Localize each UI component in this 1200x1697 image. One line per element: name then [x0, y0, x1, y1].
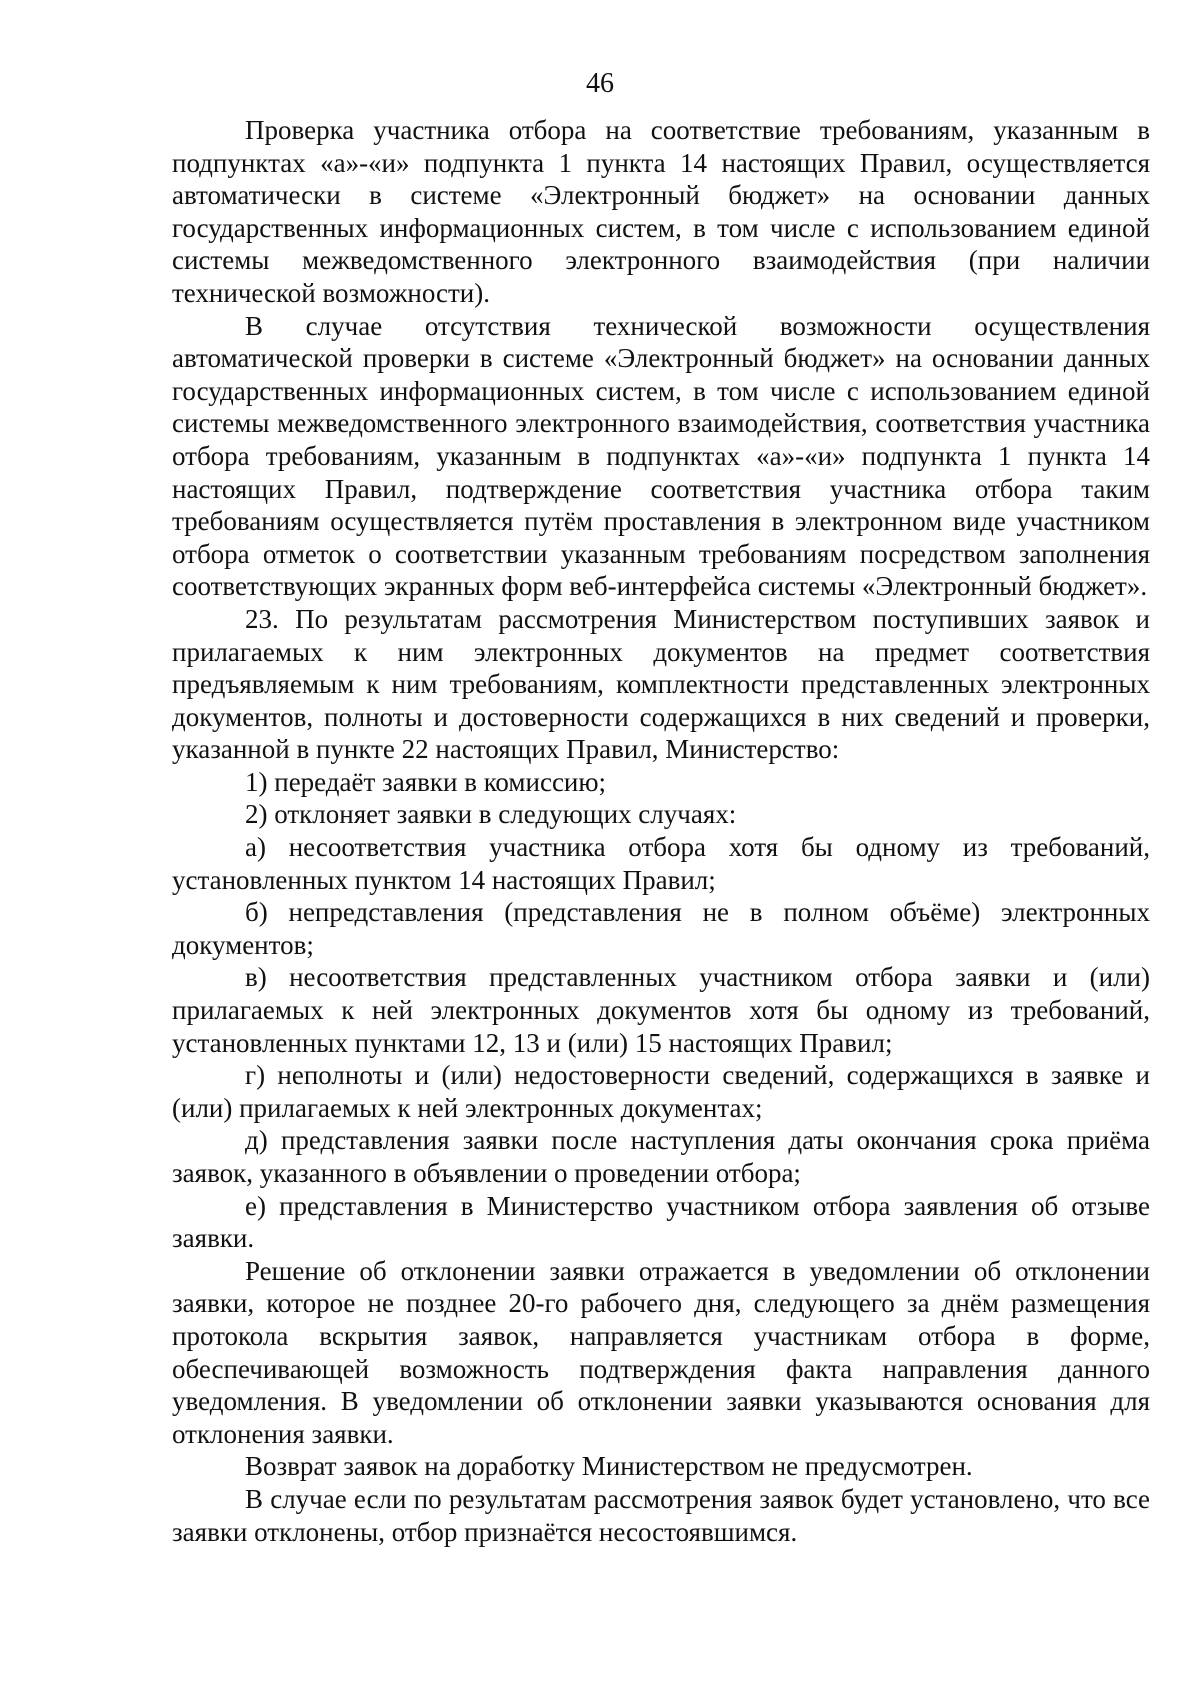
subitem-e: е) представления в Министерство участником отбора заявления об отзыве заявки.: [172, 1190, 1150, 1254]
paragraph-no-return: Возврат заявок на доработку Министерством не предусмотрен.: [245, 1451, 973, 1482]
paragraph-rejection-notice: Решение об отклонении заявки отражается в уведомлении об отклонении заявки, которое не позднее 20-го рабочего дня, следующего за днём размещения протокола вскрытия заявок, направляется участникам отбора в форме, обеспечивающей возможность подтверждения факта направления данного уведомления. В уведомлении об отклонении заявки указываются основания для отклонения заявки.: [172, 1255, 1150, 1449]
subitem-a: а) несоответствия участника отбора хотя бы одному из требований, установленных пунктом 14 настоящих Правил;: [172, 832, 1150, 895]
subitem-b: б) непредставления (представления не в полном объёме) электронных документов;: [172, 897, 1150, 960]
list-item-1: 1) передаёт заявки в комиссию;: [245, 766, 607, 797]
subitem-g: г) неполноты и (или) недостоверности сведений, содержащихся в заявке и (или) прилагаемых к ней электронных документах;: [172, 1060, 1150, 1123]
list-item-2: 2) отклоняет заявки в следующих случаях:: [245, 799, 737, 830]
paragraph-manual-confirmation: В случае отсутствия технической возможности осуществления автоматической проверки в системе «Электронный бюджет» на основании данных государственных информационных систем, в том числе с использованием единой системы межведомственного электронного взаимодействия, соответствия участника отбора требованиям, указанным в подпунктах «а»-«и» подпункта 1 пункта 14 настоящих Правил, подтверждение соответствия участника отбора таким требованиям осуществляется путём проставления в электронном виде участником отбора отметок о соответствии указанным требованиям посредством заполнения соответствующих экранных форм веб-интерфейса системы «Электронный бюджет».: [172, 310, 1150, 602]
subitem-v: в) несоответствия представленных участником отбора заявки и (или) прилагаемых к ней электронных документов хотя бы одному из требований, установленных пунктами 12, 13 и (или) 15 настоящих Правил;: [172, 962, 1150, 1058]
subitem-d: д) представления заявки после наступления даты окончания срока приёма заявок, указанного в объявлении о проведении отбора;: [172, 1125, 1150, 1188]
paragraph-item-23: 23. По результатам рассмотрения Министерством поступивших заявок и прилагаемых к ним электронных документов на предмет соответствия предъявляемым к ним требованиям, комплектности представленных электронных документов, полноты и достоверности содержащихся в них сведений и проверки, указанной в пункте 22 настоящих Правил, Министерство:: [172, 603, 1150, 765]
page-number: 46: [586, 68, 614, 99]
paragraph-selection-failed: В случае если по результатам рассмотрения заявок будет установлено, что все заявки отклонены, отбор признаётся несостоявшимся.: [172, 1483, 1150, 1547]
document-body: [172, 114, 1150, 1548]
paragraph-automatic-check: Проверка участника отбора на соответствие требованиям, указанным в подпунктах «а»-«и» подпункта 1 пункта 14 настоящих Правил, осуществляется автоматически в системе «Электронный бюджет» на основании данных государственных информационных систем, в том числе с использованием единой системы межведомственного электронного взаимодействия (при наличии технической возможности).: [172, 115, 1150, 308]
